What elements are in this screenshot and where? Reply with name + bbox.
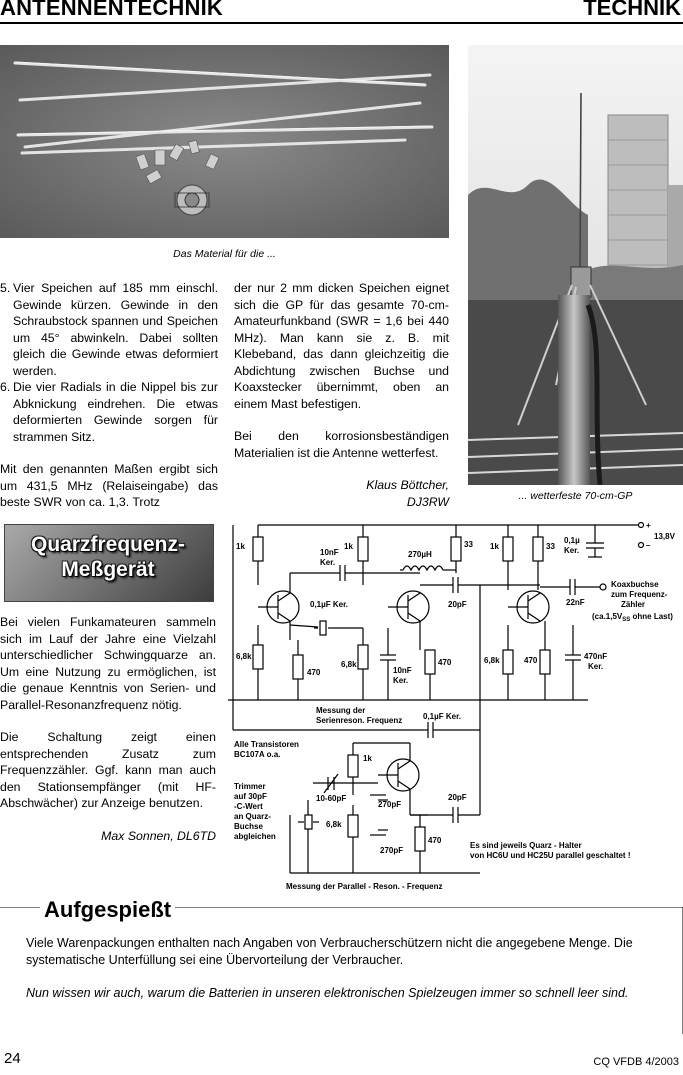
article-title: Quarzfrequenz- Meßgerät	[30, 533, 185, 581]
paragraph: Nun wissen wir auch, warum die Batterien in unseren elektronischen Spielzeugen immer so schnell leer sind.	[26, 986, 629, 1000]
label: Ker.	[588, 662, 604, 671]
label: 10nF	[393, 666, 412, 675]
label: 6,8k	[484, 656, 500, 665]
label: an Quarz-	[234, 812, 271, 821]
paragraph: der nur 2 mm dicken Speichen eignet sich die GP für das gesamte 70-cm-Amateurfunkband (SWR = 1,6 bei 440 MHz). Man kann sie z. B. mit Klebeband, das dann gleichzeitig die Abdichtung zwischen Buchse und Koaxstecker übernimmt, oben an einem Mast befestigen.	[234, 281, 449, 411]
label: 470nF	[584, 652, 608, 661]
label: Messung der Parallel - Reson. - Frequenz	[286, 882, 443, 891]
category-title: TECHNIK	[583, 0, 681, 20]
circuit-schematic	[228, 515, 683, 895]
label: –	[646, 541, 651, 550]
label: Ker.	[320, 558, 336, 567]
aufgespiesst-text	[26, 935, 666, 1002]
author-name: Klaus Böttcher,	[366, 478, 449, 492]
label: 470	[524, 656, 538, 665]
label: Buchse	[234, 822, 263, 831]
label: 33	[464, 540, 473, 549]
label: -C-Wert	[234, 802, 263, 811]
label: Es sind jeweils Quarz - Halter	[470, 841, 582, 850]
paragraph: Mit den genannten Maßen ergibt sich um 431,5 MHz (Relaiseingabe) das beste SWR von ca. 1,3. Trotz	[0, 462, 218, 509]
label: Zähler	[621, 600, 646, 609]
label: zum Frequenz-	[611, 590, 668, 599]
author-name: Max Sonnen, DL6TD	[101, 828, 216, 843]
label: 33	[546, 542, 555, 551]
label: ($ca.1,5V_{SS}$ ohne Last)	[592, 612, 673, 623]
label: Ker.	[564, 546, 580, 555]
label: Ker.	[393, 676, 409, 685]
label: 0,1µF Ker.	[310, 600, 348, 609]
material-photo	[0, 45, 449, 238]
label: 1k	[236, 542, 245, 551]
label: 270pF	[380, 846, 404, 855]
label: 470	[428, 836, 442, 845]
label: Trimmer	[234, 782, 266, 791]
section-title: ANTENNENTECHNIK	[0, 0, 223, 20]
label: 22nF	[566, 598, 585, 607]
paragraph: Viele Warenpackungen enthalten nach Angaben von Verbraucherschützern nicht die angegebene Menge. Die systematische Unterfüllung sei eine Übervorteilung der Verbraucher.	[26, 936, 633, 967]
column-2	[234, 280, 449, 510]
label: auf 30pF	[234, 792, 267, 801]
magazine-issue: CQ VFDB 4/2003	[593, 1056, 679, 1068]
label: 10nF	[320, 548, 339, 557]
paragraph: Bei den korrosionsbeständigen Materialien ist die Antenne wetterfest.	[234, 429, 449, 460]
label: 6,8k	[326, 820, 342, 829]
antenna-photo	[468, 45, 683, 485]
label: 1k	[363, 754, 372, 763]
label: 270µH	[408, 550, 432, 559]
paragraph: Die Schaltung zeigt einen entsprechenden Zusatz zum Frequenzzähler. Ggf. kann man auch den Stationsempfänger (mit HF-Abschwächer) zur Anzeige benutzen.	[0, 730, 216, 810]
column-1	[0, 280, 218, 511]
label: abgleichen	[234, 832, 276, 841]
label: 1k	[344, 542, 353, 551]
label: Messung der	[316, 706, 366, 715]
label: 0,1µF Ker.	[423, 712, 461, 721]
label: 470	[438, 658, 452, 667]
list-item: 6. Die vier Radials in die Nippel bis zur Abknickung eindrehen. Die etwas deformierten Gewinde sorgen für strammen Sitz.	[0, 380, 218, 444]
author-callsign: DJ3RW	[406, 494, 449, 509]
box-title: Aufgespießt	[40, 897, 175, 923]
label: BC107A o.a.	[234, 750, 281, 759]
list-item: 5. Vier Speichen auf 185 mm einschl. Gewinde kürzen. Gewinde in den Schraubstock spannen und Speichen um 45° abwinkeln. Dabei sollten gleich die Gewinde etwas deformiert werden.	[0, 281, 218, 378]
label: Koaxbuchse	[611, 580, 659, 589]
label: 0,1µ	[564, 536, 580, 545]
label: Alle Transistoren	[234, 740, 299, 749]
label: 13,8V	[654, 532, 675, 541]
label: 20pF	[448, 600, 467, 609]
label: 1k	[490, 542, 499, 551]
antenna-caption: ... wetterfeste 70-cm-GP	[518, 490, 633, 502]
page-number: 24	[4, 1050, 21, 1067]
header-rule	[0, 22, 683, 24]
label: +	[646, 521, 651, 530]
label: 10-60pF	[316, 794, 347, 803]
label: Serienreson. Frequenz	[316, 716, 403, 725]
label: 6,8k	[236, 652, 252, 661]
label: 270pF	[378, 800, 402, 809]
quarz-text	[0, 614, 216, 844]
label: von HC6U und HC25U parallel geschaltet !	[470, 851, 631, 860]
label: 20pF	[448, 793, 467, 802]
material-caption: Das Material für die ...	[173, 248, 276, 260]
paragraph: Bei vielen Funkamateuren sammeln sich im Lauf der Jahre eine Vielzahl unterschiedlicher Schwingquarze an. Um eine Nutzung zu ermöglichen, ist die genaue Kenntnis von Serien- und Parallel-Resonanzfrequenz nötig.	[0, 615, 216, 712]
label: 470	[307, 668, 321, 677]
label: 6,8k	[341, 660, 357, 669]
